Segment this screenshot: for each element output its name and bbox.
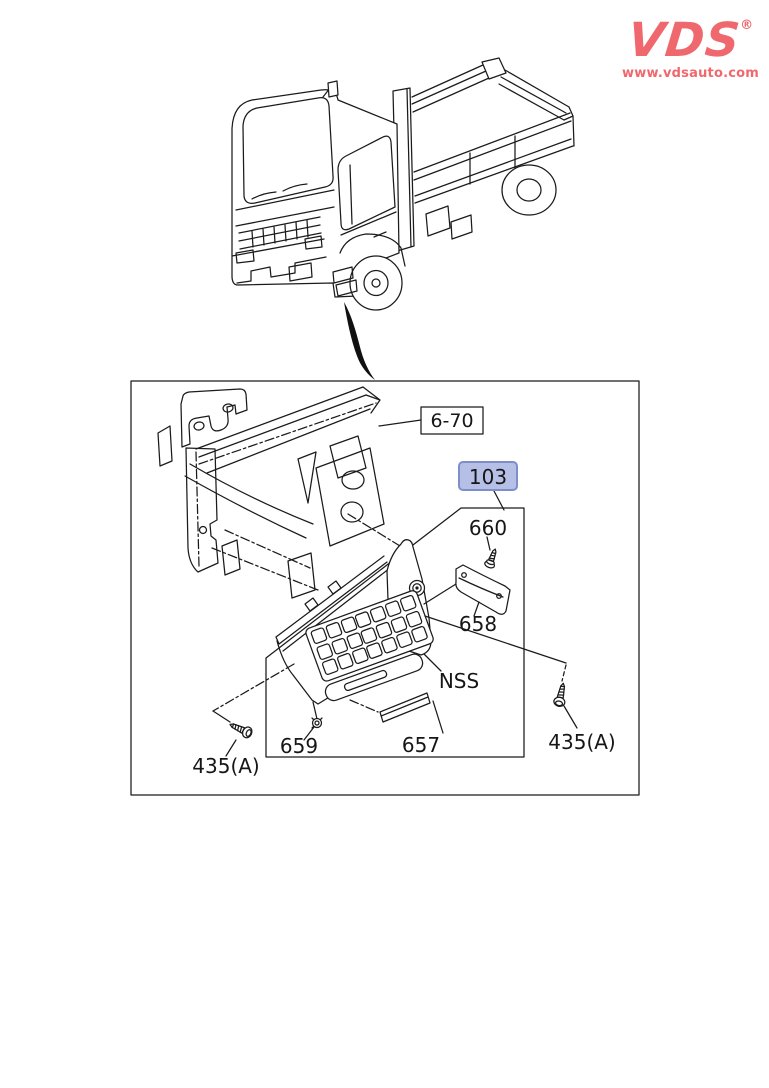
front-wheel [350,256,402,310]
bed-near-rail [414,113,571,180]
brand-text: VDS [625,13,744,68]
website-url[interactable]: www.vdsauto.com [622,66,759,82]
part-ref-103-label: 103 [468,465,508,489]
bed-far-rail [412,65,489,112]
section-ref-label: 6-70 [430,410,474,432]
truck-line-art [232,58,574,310]
registered-trademark-icon: ® [740,18,754,33]
rear-wheel [502,165,556,215]
part-label-nss: NSS [438,669,480,693]
part-label-660: 660 [468,516,508,540]
underbed-boxes [426,206,472,239]
bed-tailgate-rail [499,70,569,120]
mirror-head [328,81,338,97]
part-label-658: 658 [458,612,498,636]
screw-659-icon [312,718,322,728]
bed-corner-post [482,58,506,79]
windshield [243,98,333,204]
part-label-435-right: 435(A) [548,730,616,754]
part-label-659: 659 [279,734,319,758]
part-label-657: 657 [401,733,441,757]
part-label-435-left: 435(A) [192,754,260,778]
zoom-pointer-arrow [344,302,375,380]
